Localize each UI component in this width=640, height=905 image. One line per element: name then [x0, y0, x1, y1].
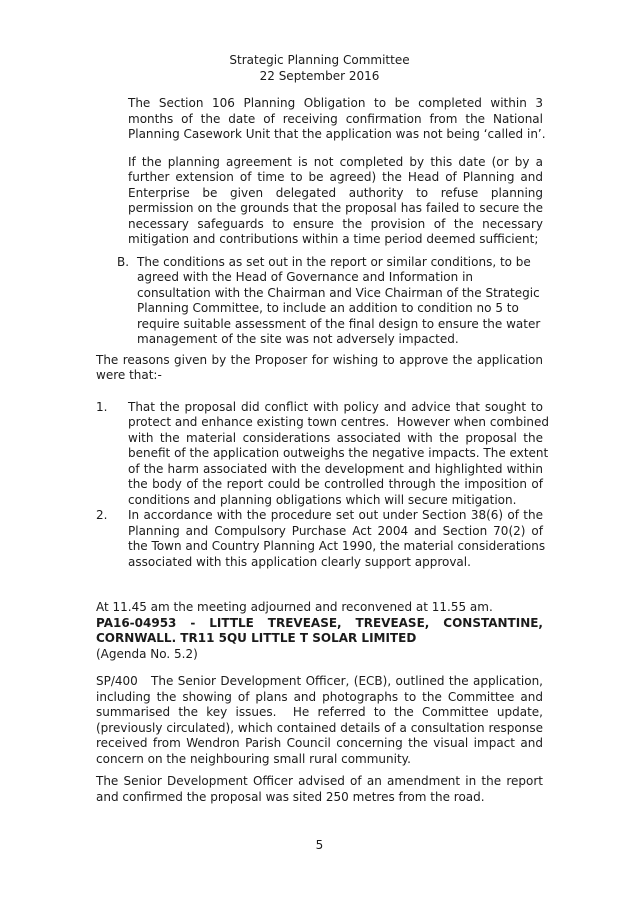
list-item-2: [96, 508, 546, 570]
para-section-106-obligation: The Section 106 Planning Obligation to be completed within 3 months of the date of receiving confirmation from the National Planning Casework Unit that the application was not being ‘called in’.: [128, 96, 546, 141]
para-planning-agreement: If the planning agreement is not completed by this date (or by a further extension of time to be agreed) the Head of Planning and Enterprise be given delegated authority to refuse planning permission on the grounds that the proposal has failed to secure the necessary safeguards to ensure the provision of the necessary mitigation and contributions within a time period deemed sufficient;: [128, 154, 543, 246]
list-marker-1: 1.: [96, 399, 108, 414]
committee-title: Strategic Planning Committee: [229, 53, 410, 67]
agenda-note: (Agenda No. 5.2): [96, 646, 198, 661]
para-adjournment: At 11.45 am the meeting adjourned and reconvened at 11.55 am.: [96, 600, 493, 614]
list-item-2-text: In accordance with the procedure set out under Section 38(6) of the Planning and Compulsory Purchase Act 2004 and Section 70(2) of the Town and Country Planning Act 1990, the material considerations associated with this application clearly support approval.: [128, 508, 546, 569]
page-number: 5: [315, 838, 324, 852]
document-header: [96, 53, 543, 84]
list-item-1-text: That the proposal did conflict with policy and advice that sought to protect and enhance existing town centres. However when combined with the material considerations associated with the proposal the benefit of the application outweighs the negative impacts. The extent of the harm associated with the development and highlighted within the body of the report could be controlled through the imposition of conditions and planning obligations which will secure mitigation.: [128, 399, 550, 507]
para-reasons-intro: The reasons given by the Proposer for wishing to approve the application were that:-: [96, 352, 543, 382]
page-footer: [96, 838, 543, 854]
meeting-date: 22 September 2016: [259, 68, 380, 83]
page-content: [96, 0, 550, 854]
para-sp400-summary: SP/400 The Senior Development Officer, (ECB), outlined the application, including the showing of plans and photographs to the Committee and summarised the key issues. He referred to the Committee update, (previously circulated), which contained details of a consultation response received from Wendron Parish Council concerning the visual impact and concern on the neighbouring small rural community.: [96, 674, 543, 766]
application-heading: PA16-04953 - LITTLE TREVEASE, TREVEASE, CONSTANTINE, CORNWALL. TR11 5QU LITTLE T SOLAR LIMITED: [96, 615, 543, 645]
list-marker-b: B.: [117, 254, 130, 269]
list-item-1: [96, 399, 550, 509]
list-item-b: [96, 255, 543, 348]
para-amendment: The Senior Development Officer advised of an amendment in the report and confirmed the proposal was sited 250 metres from the road.: [96, 774, 543, 804]
list-marker-2: 2.: [96, 508, 108, 522]
list-item-b-text: The conditions as set out in the report or similar conditions, to be agreed with the Head of Governance and Information in consultation with the Chairman and Vice Chairman of the Strategic Planning Committee, to include an addition to condition no 5 to require suitable assessment of the final design to ensure the water management of the site was not adversely impacted.: [137, 254, 541, 346]
